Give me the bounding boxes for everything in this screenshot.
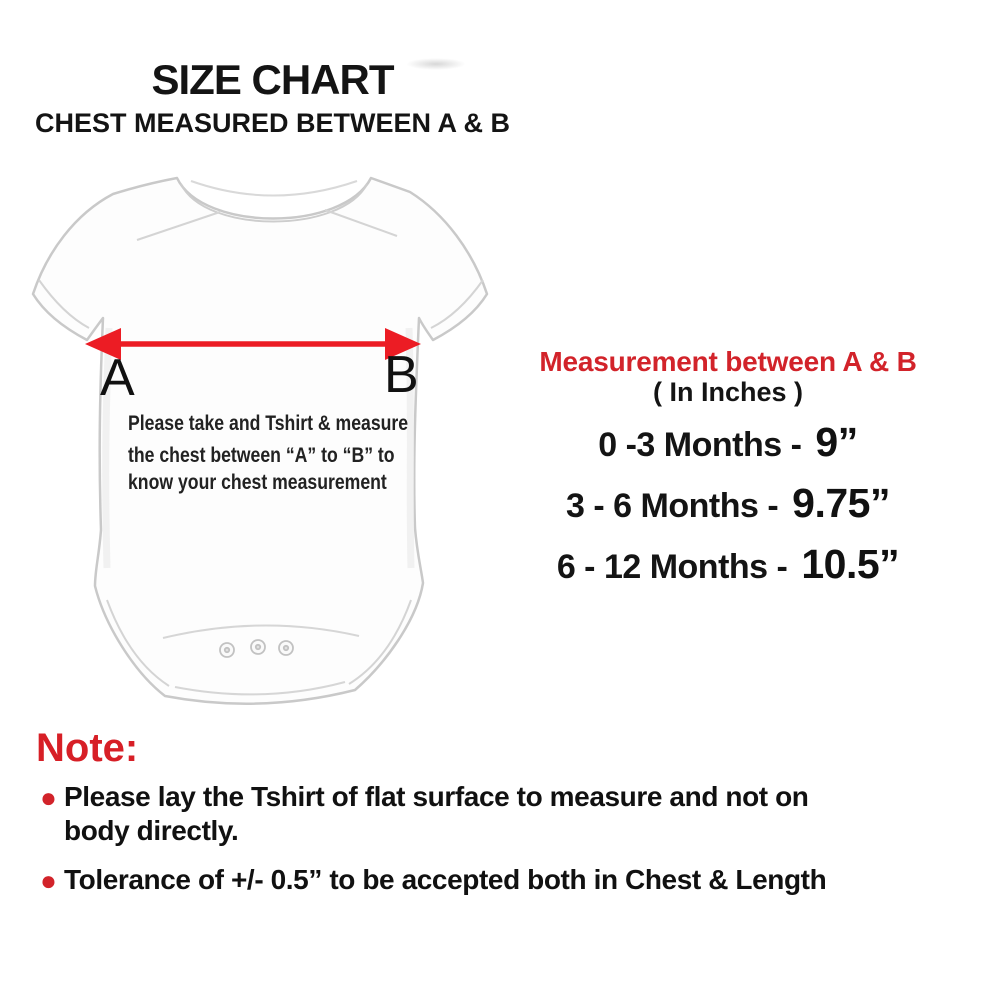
page-title: SIZE CHART (151, 56, 394, 103)
note-item-line: Tolerance of +/- 0.5” to be accepted both in Chest & Length (64, 864, 827, 895)
measurement-panel (494, 346, 962, 602)
shirt-instructions-line-1: Please take and Tshirt & measure (128, 412, 409, 435)
size-label: 0 -3 Months - (598, 426, 802, 464)
note-item-line: Please lay the Tshirt of flat surface to measure and not on (64, 781, 809, 812)
point-a-label: A (100, 349, 135, 407)
bullet-icon: ● (40, 865, 57, 896)
measurement-row-6-12-months (494, 541, 962, 602)
point-b-label: B (384, 346, 419, 404)
measurement-units: ( In Inches ) (652, 377, 804, 407)
shirt-instructions-line-2: the chest between “A” to “B” to (128, 444, 395, 467)
measurement-heading: Measurement between A & B (539, 346, 917, 377)
measurement-row-0-3-months (494, 419, 962, 480)
note-item-tolerance (40, 863, 970, 897)
measurement-rows (494, 419, 962, 602)
note-heading: Note: (36, 726, 139, 770)
size-value: 10.5” (801, 541, 900, 587)
size-value: 9” (815, 419, 858, 465)
shirt-instructions (128, 410, 414, 496)
measurement-row-3-6-months (494, 480, 962, 541)
shirt-instructions-line-3: know your chest measurement (128, 471, 387, 494)
note-list (40, 780, 970, 912)
size-label: 6 - 12 Months - (556, 548, 788, 586)
bullet-icon: ● (40, 782, 57, 813)
size-value: 9.75” (792, 480, 890, 526)
size-label: 3 - 6 Months - (566, 487, 779, 525)
page-subtitle: CHEST MEASURED BETWEEN A & B (34, 108, 511, 138)
collar-back-edge (191, 181, 357, 196)
note-item-line: body directly. (64, 815, 239, 846)
scan-smudge (406, 58, 466, 70)
note-item-flat-surface (40, 780, 970, 848)
